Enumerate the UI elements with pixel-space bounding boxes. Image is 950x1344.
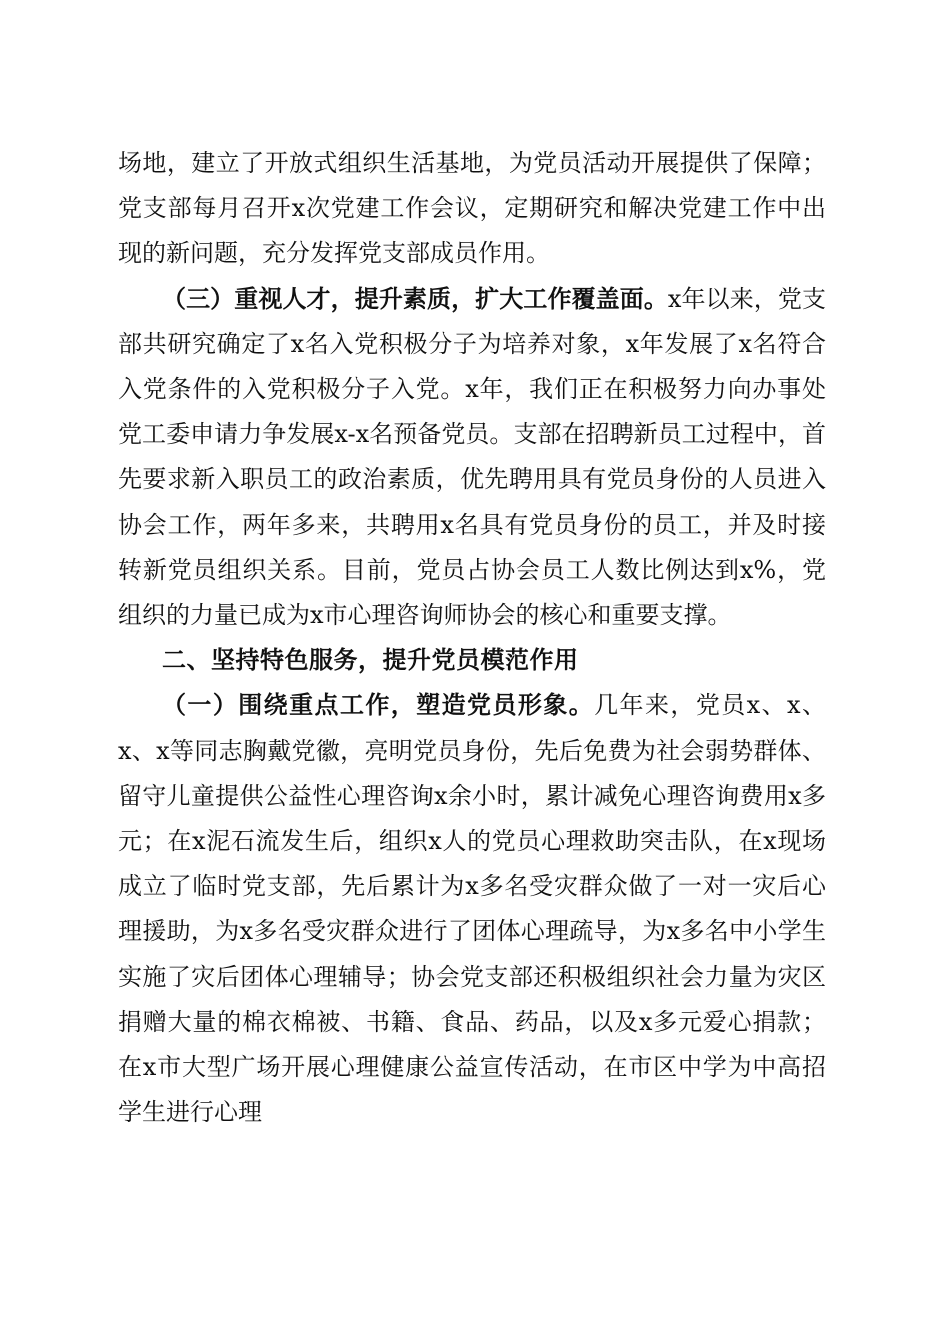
subsection-one-lead: （一）围绕重点工作，塑造党员形象。 — [162, 691, 595, 720]
paragraph-continuation: 场地，建立了开放式组织生活基地，为党员活动开展提供了保障；党支部每月召开x次党建工作会议，定期研究和解决党建工作中出现的新问题，充分发挥党支部成员作用。 — [118, 149, 826, 268]
subsection-three-body: x年以来，党支部共研究确定了x名入党积极分子为培养对象，x年发展了x名符合入党条件的入党积极分子入党。x年，我们正在积极努力向办事处党工委申请力争发展x-x名预备党员。支部在招聘新员工过程中，首先要求新入职员工的政治素质，优先聘用具有党员身份的人员进入协会工作，两年多来，共聘用x名具有党员身份的员工，并及时接转新党员组织关系。目前，党员占协会员工人数比例达到x%，党组织的力量已成为x市心理咨询师协会的核心和重要支撑。 — [118, 284, 826, 630]
subsection-one-body: 几年来，党员x、x、x、x等同志胸戴党徽，亮明党员身份，先后免费为社会弱势群体、留守儿童提供公益性心理咨询x余小时，累计减免心理咨询费用x多元；在x泥石流发生后，组织x人的党员心理救助突击队，在x现场成立了临时党支部，先后累计为x多名受灾群众做了一对一灾后心理援助，为x多名受灾群众进行了团体心理疏导，为x多名中小学生实施了灾后团体心理辅导；协会党支部还积极组织社会力量为灾区捐赠大量的棉衣棉被、书籍、食品、药品，以及x多元爱心捐款；在x市大型广场开展心理健康公益宣传活动，在市区中学为中高招学生进行心理 — [118, 691, 826, 1127]
subsection-three-lead: （三）重视人才，提升素质，扩大工作覆盖面。 — [162, 284, 668, 313]
paragraph-subsection-three — [118, 277, 826, 639]
paragraph-subsection-one — [118, 683, 826, 1135]
document-body — [118, 141, 826, 1135]
section-two-heading: 二、坚持特色服务，提升党员模范作用 — [162, 646, 579, 675]
